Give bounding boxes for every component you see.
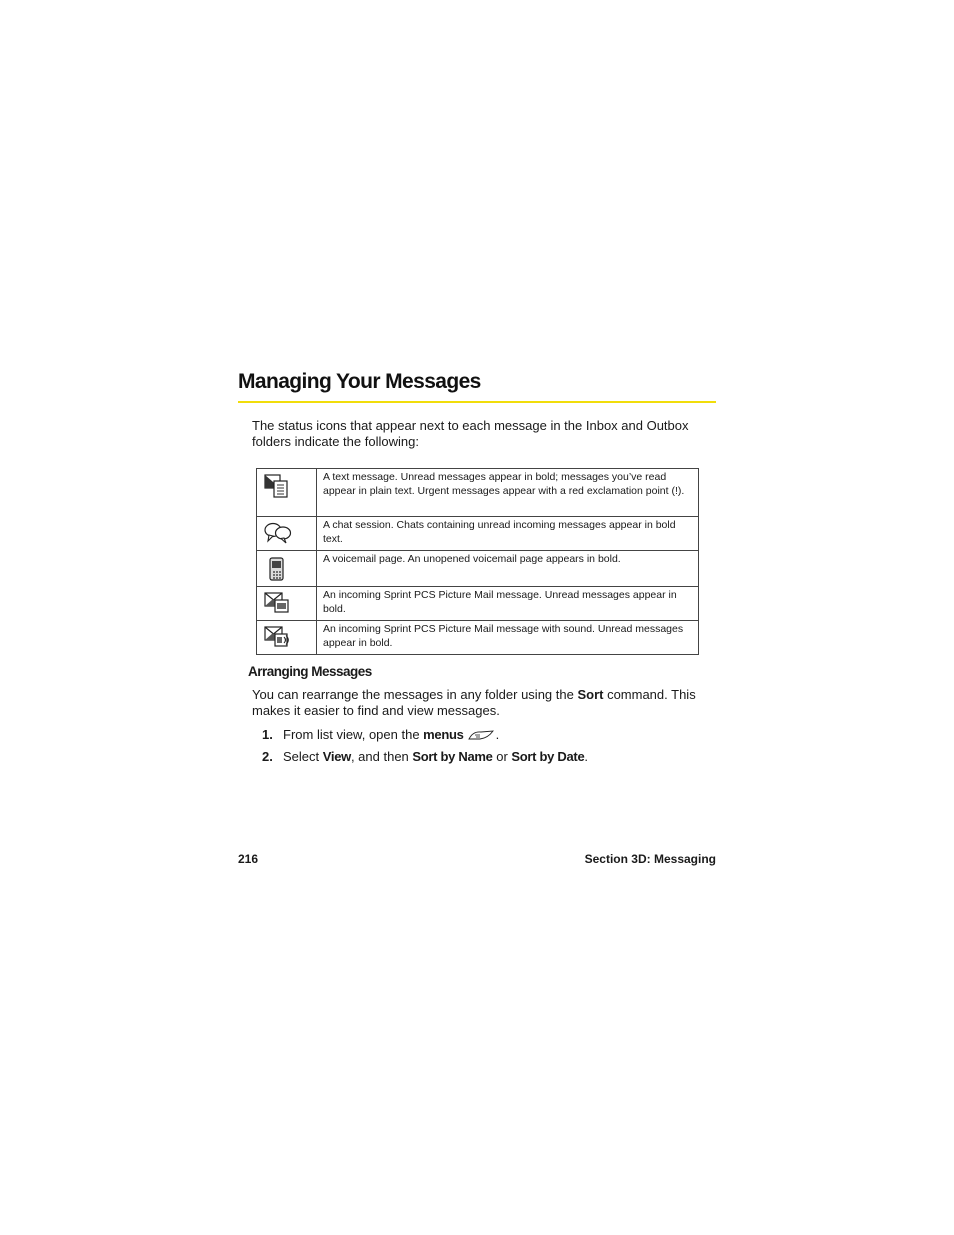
icon-cell bbox=[257, 621, 317, 655]
status-icon-table bbox=[256, 468, 699, 655]
icon-description: A text message. Unread messages appear in bold; messages you’ve read appear in plain text. Urgent messages appear with a red exclamation point (!). bbox=[317, 469, 699, 517]
picture-mail-sound-icon bbox=[264, 626, 292, 648]
menu-key-icon bbox=[468, 730, 494, 741]
title-underline bbox=[238, 401, 716, 403]
table-row bbox=[257, 517, 699, 551]
step-text: or bbox=[492, 749, 512, 764]
page-title: Managing Your Messages bbox=[238, 370, 481, 393]
icon-cell bbox=[257, 551, 317, 587]
sort-paragraph bbox=[252, 687, 702, 719]
para-text: You can rearrange the messages in any folder using the bbox=[252, 687, 578, 702]
icon-description: An incoming Sprint PCS Picture Mail message with sound. Unread messages appear in bold. bbox=[317, 621, 699, 655]
step-text: . bbox=[584, 749, 589, 764]
icon-description: A voicemail page. An unopened voicemail page appears in bold. bbox=[317, 551, 699, 587]
chat-session-icon bbox=[264, 522, 292, 544]
table-row bbox=[257, 587, 699, 621]
sort-command: Sort bbox=[577, 687, 604, 702]
table-row bbox=[257, 551, 699, 587]
step-text: , and then bbox=[350, 749, 413, 764]
icon-description: A chat session. Chats containing unread incoming messages appear in bold text. bbox=[317, 517, 699, 551]
step-text: Select bbox=[283, 749, 323, 764]
page-number: 216 bbox=[238, 852, 259, 866]
icon-cell bbox=[257, 517, 317, 551]
step-1 bbox=[262, 727, 499, 743]
menus-key-label: menus bbox=[423, 727, 464, 742]
icon-description: An incoming Sprint PCS Picture Mail message. Unread messages appear in bold. bbox=[317, 587, 699, 621]
step-text: . bbox=[495, 727, 500, 742]
icon-cell bbox=[257, 587, 317, 621]
para-text: command. This makes it easier to find and view messages. bbox=[252, 687, 696, 718]
step-number: 2. bbox=[262, 749, 273, 764]
view-label: View bbox=[322, 749, 351, 764]
section-heading: Arranging Messages bbox=[248, 664, 372, 679]
text-message-icon bbox=[264, 474, 290, 498]
step-2 bbox=[262, 749, 588, 765]
sort-by-date-label: Sort by Date bbox=[511, 749, 585, 764]
step-text: From list view, open the bbox=[283, 727, 424, 742]
section-label: Section 3D: Messaging bbox=[584, 852, 716, 866]
voicemail-icon bbox=[268, 556, 288, 582]
table-row bbox=[257, 621, 699, 655]
sort-by-name-label: Sort by Name bbox=[412, 749, 493, 764]
picture-mail-icon bbox=[264, 592, 290, 614]
table-row bbox=[257, 469, 699, 517]
icon-cell bbox=[257, 469, 317, 517]
intro-paragraph: The status icons that appear next to each message in the Inbox and Outbox folders indicate the following: bbox=[252, 418, 689, 449]
step-number: 1. bbox=[262, 727, 273, 742]
